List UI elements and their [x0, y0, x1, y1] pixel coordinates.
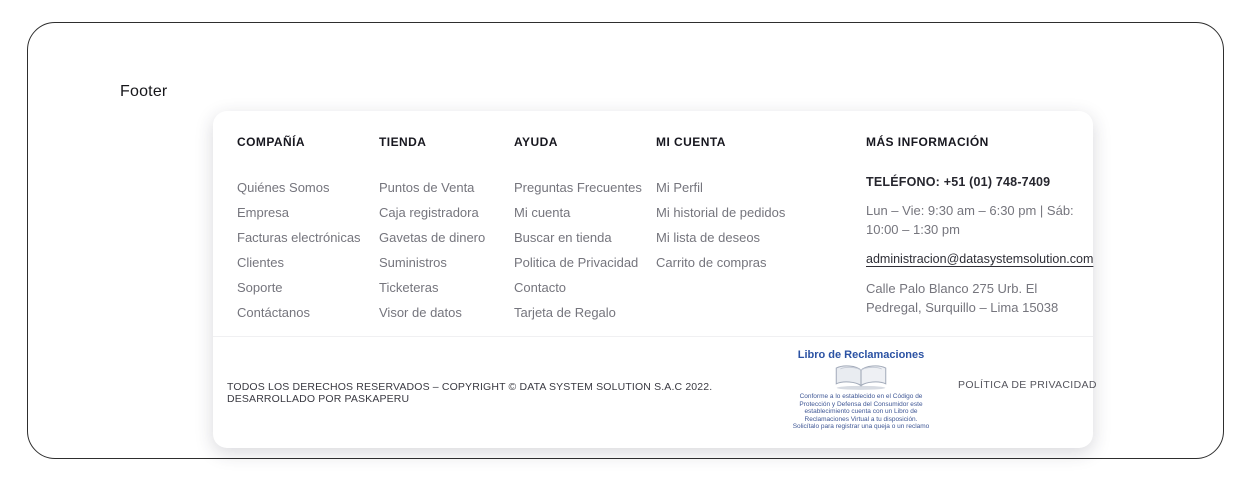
- bottom-divider: [213, 336, 1093, 337]
- footer-link[interactable]: Visor de datos: [379, 305, 462, 320]
- footer-card: [213, 111, 1097, 448]
- footer-link[interactable]: Contáctanos: [237, 305, 310, 320]
- claims-book-title: Libro de Reclamaciones: [797, 349, 925, 361]
- claims-book-description: Conforme a lo establecido en el Código de Protección y Defensa del Consumidor este establecimiento cuenta con un Libro de Reclamaciones Virtual a tu disposición. Solicítalo para registrar una queja o un reclamo: [792, 393, 930, 430]
- footer-link[interactable]: Soporte: [237, 280, 283, 295]
- email-link[interactable]: administracion@datasystemsolution.com: [866, 252, 1094, 266]
- footer-link[interactable]: Mi historial de pedidos: [656, 205, 786, 220]
- footer-link[interactable]: Suministros: [379, 255, 447, 270]
- footer-column-mas-informacion: [866, 135, 1093, 325]
- footer-link[interactable]: Ticketeras: [379, 280, 439, 295]
- footer-link[interactable]: Gavetas de dinero: [379, 230, 486, 245]
- claims-book-link[interactable]: [791, 349, 931, 431]
- footer-link[interactable]: Tarjeta de Regalo: [514, 305, 616, 320]
- column-title: MI CUENTA: [656, 135, 726, 149]
- footer-link[interactable]: Mi lista de deseos: [656, 230, 761, 245]
- footer-link[interactable]: Puntos de Venta: [379, 180, 475, 195]
- footer-column-compania: [237, 135, 379, 325]
- street-address: Calle Palo Blanco 275 Urb. El Pedregal, Surquillo – Lima 15038: [866, 281, 1059, 315]
- footer-links-section: [213, 111, 1093, 325]
- copyright-text: TODOS LOS DERECHOS RESERVADOS – COPYRIGHT © DATA SYSTEM SOLUTION S.A.C 2022. DESARROLLADO POR PASKAPERU: [227, 381, 713, 405]
- footer-link[interactable]: Preguntas Frecuentes: [514, 180, 642, 195]
- open-book-icon: [832, 364, 890, 391]
- footer-column-mi-cuenta: [656, 135, 866, 325]
- footer-link[interactable]: Caja registradora: [379, 205, 479, 220]
- column-title: AYUDA: [514, 135, 558, 149]
- footer-link[interactable]: Quiénes Somos: [237, 180, 330, 195]
- privacy-policy-link[interactable]: POLÍTICA DE PRIVACIDAD: [958, 379, 1097, 391]
- column-title: MÁS INFORMACIÓN: [866, 135, 989, 149]
- footer-link[interactable]: Buscar en tienda: [514, 230, 612, 245]
- footer-link[interactable]: Politica de Privacidad: [514, 255, 639, 270]
- footer-link[interactable]: Carrito de compras: [656, 255, 767, 270]
- footer-link[interactable]: Facturas electrónicas: [237, 230, 361, 245]
- footer-component-frame: [27, 22, 1224, 459]
- footer-link[interactable]: Contacto: [514, 280, 567, 295]
- footer-link[interactable]: Mi cuenta: [514, 205, 571, 220]
- opening-hours: Lun – Vie: 9:30 am – 6:30 pm | Sáb: 10:00 – 1:30 pm: [866, 203, 1074, 237]
- phone-number: TELÉFONO: +51 (01) 748-7409: [866, 175, 1051, 189]
- column-title: TIENDA: [379, 135, 427, 149]
- component-label: Footer: [120, 83, 168, 100]
- footer-column-tienda: [379, 135, 514, 325]
- column-title: COMPAÑÍA: [237, 135, 306, 149]
- footer-column-ayuda: [514, 135, 656, 325]
- footer-link[interactable]: Empresa: [237, 205, 290, 220]
- footer-link[interactable]: Mi Perfil: [656, 180, 703, 195]
- footer-link[interactable]: Clientes: [237, 255, 284, 270]
